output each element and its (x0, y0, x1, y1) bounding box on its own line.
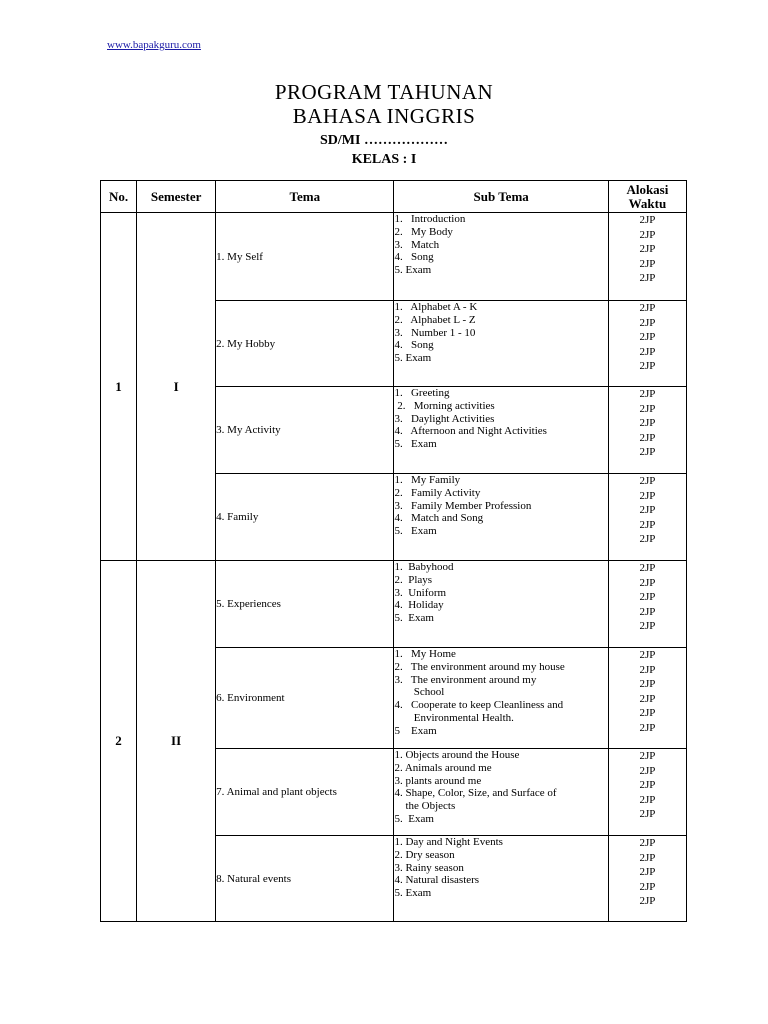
website-link[interactable]: www.bapakguru.com (107, 39, 201, 51)
sub-tema-item: 5. Exam (394, 525, 437, 538)
alokasi-item: 2JP (639, 605, 656, 618)
sub-tema-item: 4. Cooperate to keep Cleanliness and (394, 699, 564, 712)
alokasi-item: 2JP (639, 345, 656, 358)
sub-tema-item: 2. Dry season (394, 848, 455, 861)
sub-tema-item: 5. Exam (394, 352, 432, 365)
alokasi-item: 2JP (639, 895, 656, 907)
alokasi-item: 2JP (639, 518, 656, 531)
cell-tema: 8. Natural events (216, 836, 394, 922)
alokasi-item: 2JP (639, 257, 656, 270)
header-sub-tema: Sub Tema (394, 181, 608, 213)
sub-tema-item: 3. Family Member Profession (394, 499, 532, 512)
cell-sub-tema (394, 836, 608, 922)
alokasi-item: 2JP (639, 678, 656, 690)
alokasi-item: 2JP (639, 228, 656, 241)
sub-tema-item: 3. Rainy season (394, 861, 464, 874)
cell-semester: I (137, 213, 216, 561)
cell-sub-tema (394, 387, 608, 474)
sub-tema-item: 2. My Body (394, 225, 453, 238)
alokasi-item: 2JP (639, 272, 656, 284)
sub-tema-item: 3. Uniform (394, 586, 447, 599)
alokasi-item: 2JP (639, 649, 656, 661)
alokasi-item: 2JP (639, 808, 656, 820)
table-row (101, 561, 687, 648)
alokasi-item: 2JP (639, 779, 656, 791)
cell-no: 2 (101, 561, 137, 922)
sub-tema-item: 1. Objects around the House (394, 749, 520, 761)
cell-alokasi-waktu (608, 561, 686, 648)
sub-tema-item: 1. Greeting (394, 387, 450, 399)
cell-tema: 7. Animal and plant objects (216, 749, 394, 836)
title-subject: BAHASA INGGRIS (292, 104, 476, 128)
alokasi-item: 2JP (639, 243, 656, 255)
alokasi-item: 2JP (639, 417, 656, 429)
title-block (0, 80, 768, 169)
alokasi-item: 2JP (639, 707, 656, 719)
sub-tema-item: 4. Afternoon and Night Activities (394, 425, 547, 438)
alokasi-item: 2JP (639, 302, 656, 314)
sub-tema-item: 1. My Family (394, 474, 461, 486)
table-row (101, 213, 687, 301)
title-school: SD/MI ……………… (320, 133, 448, 148)
alokasi-item: 2JP (639, 331, 656, 343)
cell-alokasi-waktu (608, 749, 686, 836)
sub-tema-item: 4. Song (394, 339, 434, 352)
alokasi-item: 2JP (639, 562, 656, 574)
sub-tema-item: 3. Daylight Activities (394, 412, 495, 425)
cell-alokasi-waktu (608, 387, 686, 474)
sub-tema-item: 2. Morning activities (394, 399, 495, 412)
alokasi-item: 2JP (639, 851, 656, 864)
alokasi-item: 2JP (639, 721, 656, 734)
sub-tema-item: 1. Introduction (394, 213, 466, 225)
cell-tema: 6. Environment (216, 648, 394, 749)
sub-tema-item: 5. Exam (394, 264, 432, 277)
sub-tema-item: 4. Shape, Color, Size, and Surface of (394, 787, 557, 800)
header-tema: Tema (216, 181, 394, 213)
alokasi-item: 2JP (639, 837, 656, 849)
cell-sub-tema (394, 301, 608, 387)
alokasi-item: 2JP (639, 402, 656, 415)
alokasi-item: 2JP (639, 388, 656, 400)
cell-sub-tema (394, 474, 608, 561)
sub-tema-item: 4. Natural disasters (394, 874, 480, 887)
alokasi-item: 2JP (639, 591, 656, 603)
cell-tema: 5. Experiences (216, 561, 394, 648)
sub-tema-item: 5. Exam (394, 887, 432, 900)
alokasi-item: 2JP (639, 764, 656, 777)
annual-program-table (100, 180, 687, 922)
cell-tema: 4. Family (216, 474, 394, 561)
sub-tema-item: 2. Animals around me (394, 761, 492, 774)
cell-sub-tema (394, 213, 608, 301)
sub-tema-item: 3. Match (394, 238, 440, 251)
cell-alokasi-waktu (608, 836, 686, 922)
alokasi-item: 2JP (639, 750, 656, 762)
sub-tema-item: School (394, 686, 445, 699)
sub-tema-item: 5 Exam (394, 724, 437, 737)
sub-tema-item: 1. Alphabet A - K (394, 301, 478, 313)
sub-tema-item: 2. Alphabet L - Z (394, 313, 476, 326)
alokasi-item: 2JP (639, 504, 656, 516)
table-header-row (101, 181, 687, 213)
alokasi-item: 2JP (639, 880, 656, 893)
cell-alokasi-waktu (608, 301, 686, 387)
sub-tema-item: 3. The environment around my (394, 673, 537, 686)
sub-tema-item: Environmental Health. (394, 711, 514, 724)
cell-alokasi-waktu (608, 213, 686, 301)
sub-tema-item: 3. plants around me (394, 774, 482, 787)
cell-alokasi-waktu (608, 648, 686, 749)
sub-tema-item: 5. Exam (394, 812, 434, 825)
cell-alokasi-waktu (608, 474, 686, 561)
sub-tema-item: the Objects (394, 800, 456, 813)
cell-semester: II (137, 561, 216, 922)
alokasi-item: 2JP (639, 431, 656, 444)
alokasi-item: 2JP (639, 446, 656, 458)
alokasi-item: 2JP (639, 489, 656, 502)
alokasi-item: 2JP (639, 316, 656, 329)
header-semester: Semester (137, 181, 216, 213)
alokasi-item: 2JP (639, 576, 656, 589)
header-alokasi-waktu: Alokasi Waktu (608, 181, 686, 213)
sub-tema-item: 2. Plays (394, 573, 433, 586)
alokasi-item: 2JP (639, 475, 656, 487)
alokasi-item: 2JP (639, 663, 656, 676)
cell-sub-tema (394, 561, 608, 648)
alokasi-item: 2JP (639, 360, 656, 372)
alokasi-item: 2JP (639, 692, 656, 705)
title-class: KELAS : I (351, 152, 417, 167)
sub-tema-item: 2. The environment around my house (394, 660, 565, 673)
sub-tema-item: 5. Exam (394, 438, 437, 451)
sub-tema-item: 4. Holiday (394, 599, 444, 612)
sub-tema-item: 1. Day and Night Events (394, 836, 503, 848)
alokasi-item: 2JP (639, 866, 656, 878)
cell-tema: 2. My Hobby (216, 301, 394, 387)
sub-tema-item: 5. Exam (394, 612, 434, 625)
alokasi-item: 2JP (639, 620, 656, 632)
header-no: No. (101, 181, 137, 213)
cell-tema: 3. My Activity (216, 387, 394, 474)
sub-tema-item: 1. My Home (394, 648, 456, 660)
alokasi-item: 2JP (639, 214, 656, 226)
alokasi-item: 2JP (639, 793, 656, 806)
sub-tema-item: 2. Family Activity (394, 486, 481, 499)
cell-sub-tema (394, 648, 608, 749)
sub-tema-item: 3. Number 1 - 10 (394, 326, 476, 339)
alokasi-item: 2JP (639, 533, 656, 545)
cell-tema: 1. My Self (216, 213, 394, 301)
title-program-tahunan: PROGRAM TAHUNAN (274, 80, 494, 104)
sub-tema-item: 1. Babyhood (394, 561, 454, 573)
cell-sub-tema (394, 749, 608, 836)
sub-tema-item: 4. Song (394, 251, 434, 264)
cell-no: 1 (101, 213, 137, 561)
sub-tema-item: 4. Match and Song (394, 512, 484, 525)
table-body (101, 213, 687, 922)
